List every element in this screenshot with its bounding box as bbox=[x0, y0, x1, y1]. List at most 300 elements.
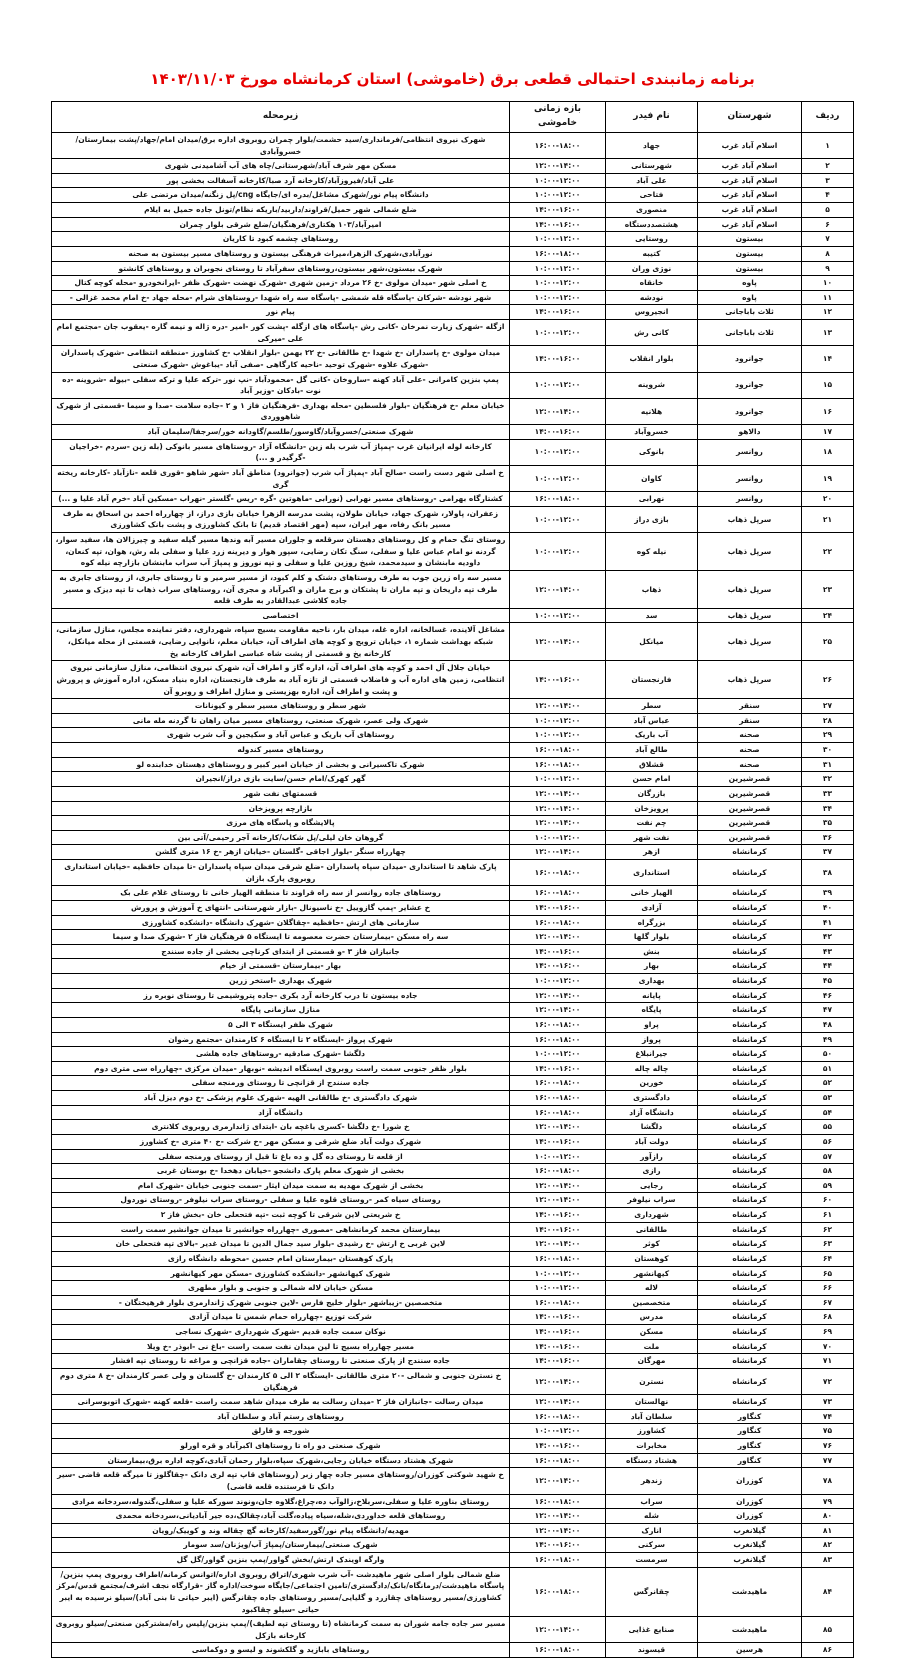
cell-county: کرمانشاه bbox=[698, 860, 802, 886]
cell-row-number: ۳۸ bbox=[802, 860, 854, 886]
cell-county: بیستون bbox=[698, 232, 802, 247]
cell-area: روستاهای مسیر کندوله bbox=[52, 743, 510, 758]
cell-area: شهرک بیستون،شهر بیستون،روستاهای سفرآباد تا روستای نجوبران و روستاهای کانشتو bbox=[52, 261, 510, 276]
table-row bbox=[52, 772, 854, 787]
cell-area: وارگه اویندک ارتش/بخش گواور/پمپ بنزین گواور/گل گل bbox=[52, 1553, 510, 1568]
cell-outage-time-range: ۱۶:۰۰-۱۸:۰۰ bbox=[510, 915, 606, 930]
cell-row-number: ۷۱ bbox=[802, 1354, 854, 1369]
cell-outage-time-range: ۱۴:۰۰-۱۶:۰۰ bbox=[510, 425, 606, 440]
cell-outage-time-range: ۱۲:۰۰-۱۴:۰۰ bbox=[510, 845, 606, 860]
cell-row-number: ۵۷ bbox=[802, 1149, 854, 1164]
cell-county: روانسر bbox=[698, 492, 802, 507]
table-row bbox=[52, 1237, 854, 1252]
cell-county: کرمانشاه bbox=[698, 1149, 802, 1164]
cell-area: لاین غربی خ ارتش -خ رشیدی -بلوار سید جمال الدین تا میدان غدیر -بالای تپه فتحعلی خان bbox=[52, 1237, 510, 1252]
table-row bbox=[52, 860, 854, 886]
table-row bbox=[52, 188, 854, 203]
table-row bbox=[52, 1509, 854, 1524]
cell-row-number: ۴۴ bbox=[802, 959, 854, 974]
cell-area: جاده سنندج از پارک صنعتی تا روستای چقاماران -جاده قزانچی و مراغه تا روستای تپه افشار bbox=[52, 1354, 510, 1369]
cell-feeder-name: قیسوند bbox=[606, 1643, 698, 1658]
cell-outage-time-range: ۱۲:۰۰-۱۴:۰۰ bbox=[510, 1003, 606, 1018]
cell-county: سرپل ذهاب bbox=[698, 608, 802, 623]
table-row bbox=[52, 1164, 854, 1179]
table-row bbox=[52, 203, 854, 218]
cell-area: روستاهای رستم آباد و سلطان آباد bbox=[52, 1409, 510, 1424]
cell-outage-time-range: ۱۰:۰۰-۱۲:۰۰ bbox=[510, 276, 606, 291]
cell-outage-time-range: ۱۴:۰۰-۱۶:۰۰ bbox=[510, 1310, 606, 1325]
cell-row-number: ۳۵ bbox=[802, 816, 854, 831]
column-header-area: زیرمحله bbox=[52, 102, 510, 133]
cell-county: کرمانشاه bbox=[698, 988, 802, 1003]
cell-outage-time-range: ۱۰:۰۰-۱۲:۰۰ bbox=[510, 1149, 606, 1164]
cell-area: مشاغل آلاینده، غسالخانه، اداره غله، میدان بار، ناحیه مقاومت بسیج سپاه، شهرداری، دفتر نماینده مجلس، منازل سازمانی، شبکه بهداشت شماره ۱، خیابان ترویج و کوچه های اطراف آن، خیابان معلم، نانوایی رضایی، قسمتی از محله میانکل، کارخانه یخ و قسمتی از پشت شاه عباسی اطراف کارخانه یخ bbox=[52, 623, 510, 661]
table-row bbox=[52, 290, 854, 305]
column-header-county: شهرستان bbox=[698, 102, 802, 133]
cell-county: کرمانشاه bbox=[698, 915, 802, 930]
table-row bbox=[52, 1409, 854, 1424]
cell-area: روستاهای چشمه کبود تا کاریان bbox=[52, 232, 510, 247]
cell-area: شهر نودشه -شرکان -پاسگاه قله شمشی -پاسگاه سه راه شهدا -روستاهای شرام -محله جهاد -خ امام محمد غزالی - bbox=[52, 290, 510, 305]
cell-feeder-name: پرواز bbox=[606, 1032, 698, 1047]
cell-row-number: ۴۸ bbox=[802, 1017, 854, 1032]
cell-row-number: ۸ bbox=[802, 246, 854, 261]
cell-outage-time-range: ۱۶:۰۰-۱۸:۰۰ bbox=[510, 743, 606, 758]
cell-row-number: ۷۳ bbox=[802, 1395, 854, 1410]
cell-row-number: ۲۷ bbox=[802, 699, 854, 714]
cell-area: ضلع شمالی بلوار اصلی شهر ماهیدشت -آب شرب شهری/اتراق روبروی اداره/اتوانس کرمانه/اطراف روبروی پمپ بنزین/پاسگاه ماهیدشت/درمانگاه/بانک/دادگستری/تامین اجتماعی/جایگاه سوخت/اداره گاز -قرارگاه نجف اشرف/مجتمع قدس/مرکز کشاورزی/مسیر روستاهای چقازرد و گلیایی/مسیر روستاهای جاده چقانرگس (ایبر حیاتی تا بنی آباد)/سیلو نرسیده به ایبر حیاتی -سیلو چقاکبود bbox=[52, 1567, 510, 1617]
cell-row-number: ۶۴ bbox=[802, 1251, 854, 1266]
cell-county: گیلانغرب bbox=[698, 1538, 802, 1553]
cell-county: کرمانشاه bbox=[698, 944, 802, 959]
cell-area: بیمارستان محمد کرمانشاهی -مصوری -چهارراه جوانشیر تا میدان جوانشیر سمت راست bbox=[52, 1222, 510, 1237]
table-header-row bbox=[52, 102, 854, 133]
cell-row-number: ۲۲ bbox=[802, 533, 854, 571]
cell-outage-time-range: ۱۲:۰۰-۱۴:۰۰ bbox=[510, 1178, 606, 1193]
cell-area: شهرک صنعتی دو راه تا روستاهای اکبرآباد و قره اورلو bbox=[52, 1439, 510, 1454]
cell-feeder-name: ازهر bbox=[606, 845, 698, 860]
cell-row-number: ۱۸ bbox=[802, 439, 854, 465]
cell-outage-time-range: ۱۶:۰۰-۱۸:۰۰ bbox=[510, 1643, 606, 1658]
cell-feeder-name: فارنجستان bbox=[606, 661, 698, 699]
cell-feeder-name: کیهانشهر bbox=[606, 1266, 698, 1281]
cell-area: بهار -بیمارستان -قسمتی از خیام bbox=[52, 959, 510, 974]
cell-area: خ اصلی شهر دست راست -صالح آباد -پمپاژ آب شرب (جوانرود) مناطق آباد -شهر شاهو -قوری قلعه -نازآباد -کارخانه ریخته گری bbox=[52, 465, 510, 491]
cell-outage-time-range: ۱۶:۰۰-۱۸:۰۰ bbox=[510, 132, 606, 158]
cell-outage-time-range: ۱۴:۰۰-۱۶:۰۰ bbox=[510, 1339, 606, 1354]
cell-row-number: ۳۲ bbox=[802, 772, 854, 787]
cell-feeder-name: متخصصین bbox=[606, 1295, 698, 1310]
cell-area: جاده بیستون تا درب کارخانه آرد بکری -جاده پتروشیمی تا روستای نوبره رز bbox=[52, 988, 510, 1003]
cell-feeder-name: آب باریک bbox=[606, 728, 698, 743]
cell-county: کرمانشاه bbox=[698, 1105, 802, 1120]
table-row bbox=[52, 944, 854, 959]
cell-row-number: ۵۹ bbox=[802, 1178, 854, 1193]
cell-feeder-name: قشلاق bbox=[606, 757, 698, 772]
cell-county: اسلام آباد غرب bbox=[698, 173, 802, 188]
cell-county: کنگاور bbox=[698, 1424, 802, 1439]
cell-row-number: ۱۳ bbox=[802, 320, 854, 346]
cell-feeder-name: نهرابی bbox=[606, 492, 698, 507]
cell-outage-time-range: ۱۰:۰۰-۱۲:۰۰ bbox=[510, 261, 606, 276]
cell-outage-time-range: ۱۶:۰۰-۱۸:۰۰ bbox=[510, 1251, 606, 1266]
cell-outage-time-range: ۱۶:۰۰-۱۸:۰۰ bbox=[510, 757, 606, 772]
cell-area: پارک کوهستان -بیمارستان امام حسین -محوطه دانشگاه رازی bbox=[52, 1251, 510, 1266]
cell-feeder-name: منصوری bbox=[606, 203, 698, 218]
cell-county: کرمانشاه bbox=[698, 1120, 802, 1135]
cell-area: خ نسترن جنوبی و شمالی -۲۰ متری طالقانی -ایستگاه ۲ الی ۵ کارمندان -خ گلستان و ولی عصر کارمندان -خ ۸ متری دوم فرهنگیان bbox=[52, 1368, 510, 1394]
cell-county: کرمانشاه bbox=[698, 1017, 802, 1032]
cell-outage-time-range: ۱۶:۰۰-۱۸:۰۰ bbox=[510, 1409, 606, 1424]
cell-outage-time-range: ۱۶:۰۰-۱۸:۰۰ bbox=[510, 492, 606, 507]
cell-area: ازگله -شهرک زیارت نمرخان -کانی رش -پاسگاه های ازگله -پشت کور -امیر -دره ژاله و نیمه گاره -یعقوب جان -مجتمع امام علی -میرکی bbox=[52, 320, 510, 346]
cell-feeder-name: بهداری bbox=[606, 974, 698, 989]
cell-feeder-name: کانی رش bbox=[606, 320, 698, 346]
table-row bbox=[52, 398, 854, 424]
cell-outage-time-range: ۱۶:۰۰-۱۸:۰۰ bbox=[510, 1494, 606, 1509]
cell-area: شهرک صنعتی/بیمارستان/پمپاژ آب/ویژنان/سد سومار bbox=[52, 1538, 510, 1553]
cell-row-number: ۶۸ bbox=[802, 1310, 854, 1325]
cell-county: کرمانشاه bbox=[698, 1251, 802, 1266]
cell-row-number: ۷۲ bbox=[802, 1368, 854, 1394]
table-row bbox=[52, 372, 854, 398]
cell-area: میدان مولوی -خ پاسداران -خ شهدا -خ طالقانی -خ ۲۲ بهمن -بلوار انقلاب -خ کشاورز -منطقه انتظامی -شهرک پاسداران -شهرک علاوه -شهرک توحید -ناحیه کارگاهی -صفی آباد -یباغوش -شهرک صنعتی bbox=[52, 346, 510, 372]
cell-outage-time-range: ۱۰:۰۰-۱۲:۰۰ bbox=[510, 713, 606, 728]
cell-outage-time-range: ۱۶:۰۰-۱۸:۰۰ bbox=[510, 1567, 606, 1617]
cell-outage-time-range: ۱۶:۰۰-۱۸:۰۰ bbox=[510, 1164, 606, 1179]
cell-row-number: ۲ bbox=[802, 159, 854, 174]
cell-row-number: ۱۲ bbox=[802, 305, 854, 320]
cell-area: متخصصین -زیباشهر -بلوار خلیج فارس -لاین جنوبی شهرک ژاندارمری بلوار فرهیختگان - bbox=[52, 1295, 510, 1310]
cell-feeder-name: دولت آباد bbox=[606, 1134, 698, 1149]
cell-county: کرمانشاه bbox=[698, 1325, 802, 1340]
cell-county: اسلام آباد غرب bbox=[698, 132, 802, 158]
cell-row-number: ۷۵ bbox=[802, 1424, 854, 1439]
cell-feeder-name: بازی دراز bbox=[606, 506, 698, 532]
cell-feeder-name: بلوار گلها bbox=[606, 930, 698, 945]
cell-county: اسلام آباد غرب bbox=[698, 188, 802, 203]
table-row bbox=[52, 439, 854, 465]
cell-county: هرسین bbox=[698, 1643, 802, 1658]
cell-feeder-name: سطر bbox=[606, 699, 698, 714]
cell-area: علی آباد/فیروزآباد/کارخانه آرد صبا/کارخانه آسفالت بخشی پور bbox=[52, 173, 510, 188]
cell-area: شهرک ولی عصر، شهرک صنعتی، روستاهای مسیر میان راهان تا گردنه مله مانی bbox=[52, 713, 510, 728]
cell-outage-time-range: ۱۲:۰۰-۱۴:۰۰ bbox=[510, 1468, 606, 1494]
table-row bbox=[52, 1061, 854, 1076]
cell-feeder-name: صنایع غذایی bbox=[606, 1617, 698, 1643]
cell-area: شهرک نیروی انتظامی/فرمانداری/سید حشمت/بلوار چمران روبروی اداره برق/میدان امام/جهاد/پشت بیمارستان/خسروآبادی bbox=[52, 132, 510, 158]
cell-feeder-name: امام حسن bbox=[606, 772, 698, 787]
cell-row-number: ۳۰ bbox=[802, 743, 854, 758]
cell-row-number: ۴ bbox=[802, 188, 854, 203]
table-row bbox=[52, 1251, 854, 1266]
cell-feeder-name: کتیبه bbox=[606, 246, 698, 261]
cell-row-number: ۵۴ bbox=[802, 1105, 854, 1120]
cell-outage-time-range: ۱۰:۰۰-۱۲:۰۰ bbox=[510, 1281, 606, 1296]
cell-outage-time-range: ۱۰:۰۰-۱۲:۰۰ bbox=[510, 1266, 606, 1281]
cell-county: سرپل ذهاب bbox=[698, 570, 802, 608]
cell-feeder-name: نفت شهر bbox=[606, 830, 698, 845]
table-row bbox=[52, 1091, 854, 1106]
column-header-feeder-name: نام فیدر bbox=[606, 102, 698, 133]
cell-county: کوزران bbox=[698, 1509, 802, 1524]
cell-feeder-name: مدرس bbox=[606, 1310, 698, 1325]
cell-feeder-name: شله bbox=[606, 1509, 698, 1524]
cell-area: بازارچه پرویزخان bbox=[52, 801, 510, 816]
cell-outage-time-range: ۱۲:۰۰-۱۴:۰۰ bbox=[510, 801, 606, 816]
table-row bbox=[52, 728, 854, 743]
cell-area: خ شورا -خ دلگشا -کسری باغچه بان -ابتدای ژاندارمری روبروی کلانتری bbox=[52, 1120, 510, 1135]
cell-row-number: ۱۴ bbox=[802, 346, 854, 372]
table-row bbox=[52, 801, 854, 816]
cell-outage-time-range: ۱۲:۰۰-۱۴:۰۰ bbox=[510, 1395, 606, 1410]
cell-county: کرمانشاه bbox=[698, 1178, 802, 1193]
cell-area: روستاهای قلعه خداوردی،شله،سیاه پیاده،گلت آباد،چقالک،ده جیر آبادیانی،سردخانه محمدی bbox=[52, 1509, 510, 1524]
cell-row-number: ۲۰ bbox=[802, 492, 854, 507]
cell-area: بخشی از شهرک مهدیه به سمت میدان ایثار -سمت جنوبی خیابان -شهرک امام bbox=[52, 1178, 510, 1193]
cell-row-number: ۱۵ bbox=[802, 372, 854, 398]
cell-county: سرپل ذهاب bbox=[698, 661, 802, 699]
cell-outage-time-range: ۱۴:۰۰-۱۶:۰۰ bbox=[510, 305, 606, 320]
cell-feeder-name: فتاحی bbox=[606, 188, 698, 203]
cell-outage-time-range: ۱۰:۰۰-۱۲:۰۰ bbox=[510, 173, 606, 188]
cell-area: روستای سیاه کمر -روستای قلوه علیا و سفلی -روستای سراب نیلوفر -روستای نوردول bbox=[52, 1193, 510, 1208]
cell-area: ضلع شمالی شهر حمیل/قراوند/داربید/باریکه نظام/تونل جاده حمیل به ایلام bbox=[52, 203, 510, 218]
cell-area: گروهان خان لیلی/پل شکاب/کارخانه آجر رحیمی/آتی بین bbox=[52, 830, 510, 845]
table-row bbox=[52, 346, 854, 372]
cell-feeder-name: مسکن bbox=[606, 1325, 698, 1340]
cell-row-number: ۷۹ bbox=[802, 1494, 854, 1509]
cell-area: شهرک پرواز -ایستگاه ۲ تا ایستگاه ۶ کارمندان -مجتمع رضوان bbox=[52, 1032, 510, 1047]
cell-outage-time-range: ۱۴:۰۰-۱۶:۰۰ bbox=[510, 1222, 606, 1237]
table-row bbox=[52, 608, 854, 623]
cell-county: روانسر bbox=[698, 439, 802, 465]
table-row bbox=[52, 1617, 854, 1643]
table-row bbox=[52, 1032, 854, 1047]
cell-row-number: ۴۱ bbox=[802, 915, 854, 930]
cell-area: خ عشایر -پمپ گازوییل -خ ناسیونال -بازار شهرستانی -انتهای خ آموزش و پرورش bbox=[52, 900, 510, 915]
cell-feeder-name: جهاد bbox=[606, 132, 698, 158]
table-row bbox=[52, 845, 854, 860]
table-row bbox=[52, 1105, 854, 1120]
table-row bbox=[52, 570, 854, 608]
cell-feeder-name: هلانیه bbox=[606, 398, 698, 424]
cell-feeder-name: میانکل bbox=[606, 623, 698, 661]
cell-county: گیلانغرب bbox=[698, 1523, 802, 1538]
cell-row-number: ۴۲ bbox=[802, 930, 854, 945]
cell-area: شهرک دولت آباد ضلع شرقی و مسکن مهر -خ شرکت -خ ۴۰ متری -خ کشاورز bbox=[52, 1134, 510, 1149]
cell-county: سرپل ذهاب bbox=[698, 533, 802, 571]
cell-county: اسلام آباد غرب bbox=[698, 203, 802, 218]
cell-county: کرمانشاه bbox=[698, 1222, 802, 1237]
cell-outage-time-range: ۱۰:۰۰-۱۲:۰۰ bbox=[510, 465, 606, 491]
cell-county: پاوه bbox=[698, 290, 802, 305]
cell-feeder-name: کاوان bbox=[606, 465, 698, 491]
cell-feeder-name: شروینه bbox=[606, 372, 698, 398]
cell-county: قصرشیرین bbox=[698, 772, 802, 787]
cell-county: کنگاور bbox=[698, 1409, 802, 1424]
cell-row-number: ۵۵ bbox=[802, 1120, 854, 1135]
cell-county: قصرشیرین bbox=[698, 786, 802, 801]
table-row bbox=[52, 988, 854, 1003]
cell-feeder-name: ملت bbox=[606, 1339, 698, 1354]
cell-row-number: ۲۶ bbox=[802, 661, 854, 699]
cell-county: جوانرود bbox=[698, 398, 802, 424]
cell-feeder-name: دانشگاه آزاد bbox=[606, 1105, 698, 1120]
cell-outage-time-range: ۱۶:۰۰-۱۸:۰۰ bbox=[510, 1091, 606, 1106]
cell-row-number: ۱۶ bbox=[802, 398, 854, 424]
cell-row-number: ۳ bbox=[802, 173, 854, 188]
table-row bbox=[52, 1567, 854, 1617]
cell-row-number: ۱ bbox=[802, 132, 854, 158]
cell-county: پاوه bbox=[698, 276, 802, 291]
cell-outage-time-range: ۱۲:۰۰-۱۴:۰۰ bbox=[510, 988, 606, 1003]
cell-feeder-name: نیله کوه bbox=[606, 533, 698, 571]
table-row bbox=[52, 713, 854, 728]
cell-feeder-name: بزرگراه bbox=[606, 915, 698, 930]
table-row bbox=[52, 276, 854, 291]
cell-outage-time-range: ۱۲:۰۰-۱۴:۰۰ bbox=[510, 398, 606, 424]
cell-area: امیرآباد/۱۰۳ هکتاری/فرهنگیان/ضلع شرقی بلوار چمران bbox=[52, 217, 510, 232]
table-row bbox=[52, 1523, 854, 1538]
cell-area: پیام نور bbox=[52, 305, 510, 320]
cell-county: کرمانشاه bbox=[698, 900, 802, 915]
table-row bbox=[52, 173, 854, 188]
table-row bbox=[52, 1553, 854, 1568]
cell-area: مسکن مهر شرف آباد/شهرستانی/چاه های آب آشامیدنی شهری bbox=[52, 159, 510, 174]
cell-row-number: ۷۴ bbox=[802, 1409, 854, 1424]
cell-outage-time-range: ۱۴:۰۰-۱۶:۰۰ bbox=[510, 1439, 606, 1454]
cell-row-number: ۴۹ bbox=[802, 1032, 854, 1047]
cell-county: صحنه bbox=[698, 743, 802, 758]
table-row bbox=[52, 661, 854, 699]
table-row bbox=[52, 1208, 854, 1223]
cell-feeder-name: نهالستان bbox=[606, 1395, 698, 1410]
cell-county: کرمانشاه bbox=[698, 1339, 802, 1354]
cell-feeder-name: دلگشا bbox=[606, 1120, 698, 1135]
cell-county: صحنه bbox=[698, 757, 802, 772]
cell-county: ثلاث باباجانی bbox=[698, 320, 802, 346]
cell-area: خ شهید شوکتی کوزران/روستاهای مسیر جاده چهار زبر (روستاهای قاپ تپه لری دانک -چقاگلوز تا میرگه قلعه قاضی -سیر دانک تا فرستنده قلعه قاضی) bbox=[52, 1468, 510, 1494]
cell-feeder-name: انارک bbox=[606, 1523, 698, 1538]
cell-feeder-name: سراب bbox=[606, 1494, 698, 1509]
cell-area: بلوار ظفر جنوبی سمت راست روبروی ایستگاه اندیشه -نوبهار -میدان مرکزی -چهارراه سی متری دوم bbox=[52, 1061, 510, 1076]
cell-outage-time-range: ۱۴:۰۰-۱۶:۰۰ bbox=[510, 900, 606, 915]
cell-area: از قلعه تا روستای ده گل و ده باغ تا قبل از روستای ورمنجه سفلی bbox=[52, 1149, 510, 1164]
cell-row-number: ۵۲ bbox=[802, 1076, 854, 1091]
cell-feeder-name: بلوار انقلاب bbox=[606, 346, 698, 372]
table-row bbox=[52, 1468, 854, 1494]
table-row bbox=[52, 1178, 854, 1193]
cell-row-number: ۶۵ bbox=[802, 1266, 854, 1281]
cell-outage-time-range: ۱۴:۰۰-۱۶:۰۰ bbox=[510, 944, 606, 959]
table-row bbox=[52, 320, 854, 346]
cell-area: نوکان سمت جاده قدیم -شهرک شهرداری -شهرک نساجی bbox=[52, 1325, 510, 1340]
cell-feeder-name: پراو bbox=[606, 1017, 698, 1032]
cell-outage-time-range: ۱۴:۰۰-۱۶:۰۰ bbox=[510, 1354, 606, 1369]
cell-area: شرکت توزیع -چهارراه حمام شمس تا میدان آزادی bbox=[52, 1310, 510, 1325]
cell-area: منازل سازمانی پایگاه bbox=[52, 1003, 510, 1018]
cell-row-number: ۷۷ bbox=[802, 1453, 854, 1468]
cell-feeder-name: کوثر bbox=[606, 1237, 698, 1252]
cell-outage-time-range: ۱۶:۰۰-۱۸:۰۰ bbox=[510, 1105, 606, 1120]
cell-row-number: ۱۱ bbox=[802, 290, 854, 305]
cell-county: کرمانشاه bbox=[698, 1061, 802, 1076]
cell-feeder-name: بنش bbox=[606, 944, 698, 959]
cell-feeder-name: چم نفت bbox=[606, 816, 698, 831]
cell-outage-time-range: ۱۶:۰۰-۱۸:۰۰ bbox=[510, 1553, 606, 1568]
cell-outage-time-range: ۱۲:۰۰-۱۴:۰۰ bbox=[510, 623, 606, 661]
cell-feeder-name: استانداری bbox=[606, 860, 698, 886]
cell-feeder-name: روستایی bbox=[606, 232, 698, 247]
cell-feeder-name: طالع آباد bbox=[606, 743, 698, 758]
cell-county: کرمانشاه bbox=[698, 1266, 802, 1281]
cell-county: سرپل ذهاب bbox=[698, 506, 802, 532]
cell-row-number: ۴۷ bbox=[802, 1003, 854, 1018]
cell-area: روستای بناوره علیا و سفلی،سربلاخ،زالوآب ده،چراغ،گلاوه جان،ونوند سورکه علیا و سفلی،گندوله،سردخانه مرادی bbox=[52, 1494, 510, 1509]
cell-county: کرمانشاه bbox=[698, 1076, 802, 1091]
cell-area: اختصاصی bbox=[52, 608, 510, 623]
cell-area: سه راه مسکن -بیمارستان حضرت معصومه تا ایستگاه ۵ فرهنگیان فاز ۲ -شهرک صدا و سیما bbox=[52, 930, 510, 945]
cell-outage-time-range: ۱۶:۰۰-۱۸:۰۰ bbox=[510, 1453, 606, 1468]
cell-feeder-name: خسروآباد bbox=[606, 425, 698, 440]
cell-row-number: ۴۵ bbox=[802, 974, 854, 989]
cell-outage-time-range: ۱۴:۰۰-۱۶:۰۰ bbox=[510, 217, 606, 232]
table-row bbox=[52, 757, 854, 772]
table-row bbox=[52, 816, 854, 831]
cell-feeder-name: جیرانبلاغ bbox=[606, 1047, 698, 1062]
cell-feeder-name: دادگستری bbox=[606, 1091, 698, 1106]
cell-area: نورآبادی،شهرک الزهرا،میراث فرهنگی بیستون و روستاهای مسیر بیستون به صحنه bbox=[52, 246, 510, 261]
cell-county: کرمانشاه bbox=[698, 1032, 802, 1047]
cell-county: کرمانشاه bbox=[698, 1295, 802, 1310]
table-row bbox=[52, 1368, 854, 1394]
cell-outage-time-range: ۱۶:۰۰-۱۸:۰۰ bbox=[510, 860, 606, 886]
cell-feeder-name: پایانه bbox=[606, 988, 698, 1003]
table-row bbox=[52, 159, 854, 174]
cell-feeder-name: طالقانی bbox=[606, 1222, 698, 1237]
cell-feeder-name: رازآور bbox=[606, 1149, 698, 1164]
cell-feeder-name: لاله bbox=[606, 1281, 698, 1296]
table-row bbox=[52, 217, 854, 232]
cell-outage-time-range: ۱۴:۰۰-۱۶:۰۰ bbox=[510, 1325, 606, 1340]
cell-area: مسیر سه راه زرین جوب به طرف روستاهای دشتک و کلم کبود، از مسیر سرمیر و تا روستای جابری، از روستای جابری به طرف تپه داریخان و تپه ماران تا پشتکان و برج ماران و اکبرآباد و مجری آن، روستاهای سراب ذهاب تا تپه دیزک و مسیر جاده کلاشی عبدالقادر به طرف قلعه bbox=[52, 570, 510, 608]
cell-county: بیستون bbox=[698, 246, 802, 261]
cell-county: اسلام آباد غرب bbox=[698, 217, 802, 232]
cell-area: دلگشا -شهرک صادقیه -روستاهای جاده هلشی bbox=[52, 1047, 510, 1062]
table-row bbox=[52, 1395, 854, 1410]
table-row bbox=[52, 1047, 854, 1062]
cell-county: کرمانشاه bbox=[698, 1208, 802, 1223]
cell-feeder-name: رازی bbox=[606, 1164, 698, 1179]
cell-feeder-name: پایگاه bbox=[606, 1003, 698, 1018]
cell-county: صحنه bbox=[698, 728, 802, 743]
cell-outage-time-range: ۱۶:۰۰-۱۸:۰۰ bbox=[510, 1017, 606, 1032]
cell-county: قصرشیرین bbox=[698, 830, 802, 845]
cell-area: روستاهای جاده روانسر از سه راه قراوند تا منطقه الهیار خانی تا روستای غلام علی بک bbox=[52, 886, 510, 901]
column-header-row-number: ردیف bbox=[802, 102, 854, 133]
cell-row-number: ۶۳ bbox=[802, 1237, 854, 1252]
table-row bbox=[52, 974, 854, 989]
cell-county: اسلام آباد غرب bbox=[698, 159, 802, 174]
cell-row-number: ۶۰ bbox=[802, 1193, 854, 1208]
cell-outage-time-range: ۱۰:۰۰-۱۲:۰۰ bbox=[510, 728, 606, 743]
table-row bbox=[52, 1017, 854, 1032]
cell-row-number: ۲۵ bbox=[802, 623, 854, 661]
cell-feeder-name: ذهاب bbox=[606, 570, 698, 608]
cell-row-number: ۲۸ bbox=[802, 713, 854, 728]
cell-row-number: ۸۰ bbox=[802, 1509, 854, 1524]
